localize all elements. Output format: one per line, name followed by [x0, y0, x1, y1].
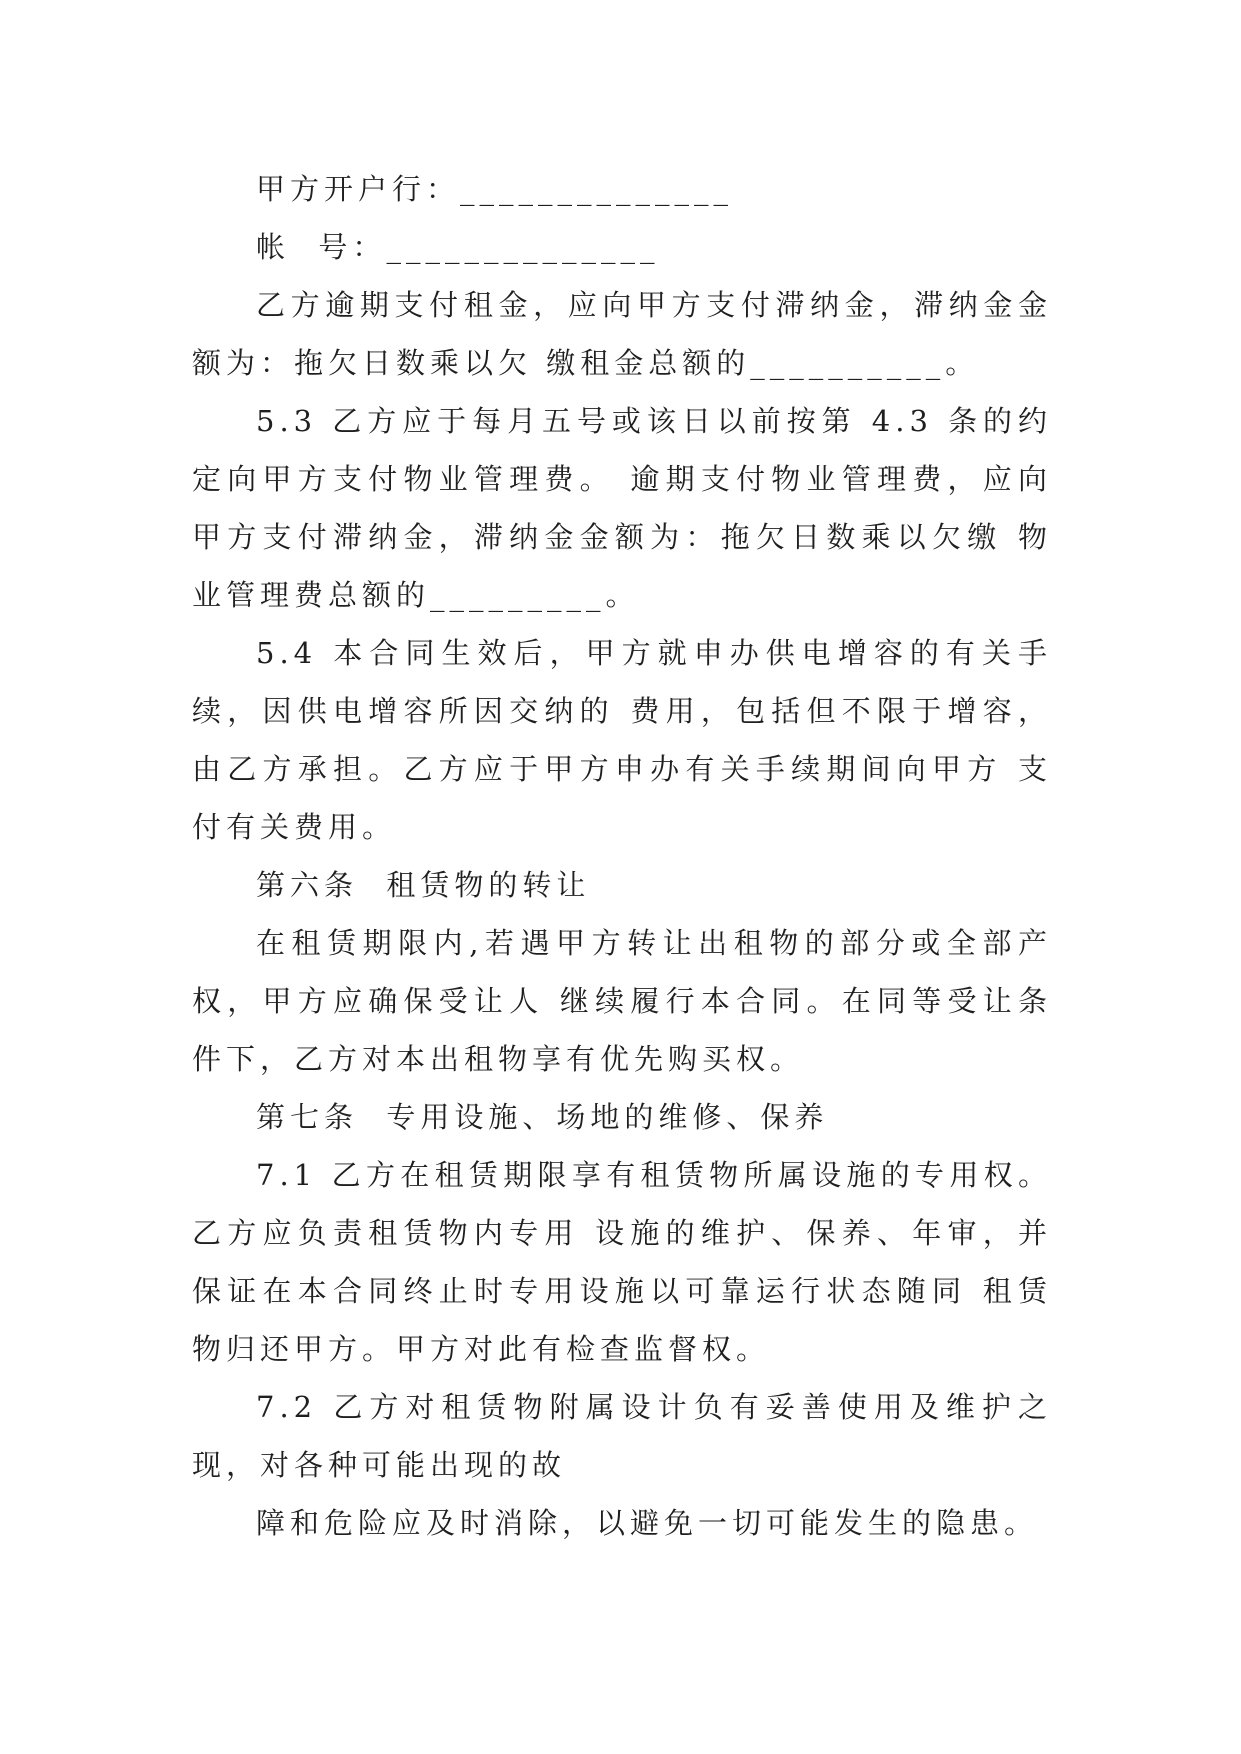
late-rent-paragraph: [192, 276, 1052, 392]
account-blank: ______________: [386, 230, 660, 264]
clause-5-3-text: 5.3 乙方应于每月五号或该日以前按第 4.3 条的约定向甲方支付物业管理费。 逾期支付物业管理费，应向甲方支付滞纳金，滞纳金金额为：拖欠日数乘以欠缴 物业管理费总额的: [192, 404, 1052, 612]
clause-5-3: [192, 392, 1052, 624]
late-rent-end: 。: [945, 346, 980, 380]
article-6-title: 第六条 租赁物的转让: [256, 868, 591, 902]
clause-5-3-end: 。: [605, 578, 640, 612]
article-6-body: 在租赁期限内,若遇甲方转让出租物的部分或全部产权，甲方应确保受让人 继续履行本合同。在同等受让条件下，乙方对本出租物享有优先购买权。: [192, 926, 1052, 1076]
late-rent-blank: __________: [750, 346, 946, 380]
clause-5-3-blank: _________: [430, 578, 606, 612]
clause-7-2: 7.2 乙方对租赁物附属设计负有妥善使用及维护之现，对各种可能出现的故: [192, 1390, 1052, 1482]
clause-7-2-continued: 障和危险应及时消除，以避免一切可能发生的隐患。: [256, 1506, 1039, 1540]
bank-label: 甲方开户行：: [256, 172, 461, 206]
article-7-title: 第七条 专用设施、场地的维修、保养: [256, 1100, 829, 1134]
clause-7-1: 7.1 乙方在租赁期限享有租赁物所属设施的专用权。乙方应负责租赁物内专用 设施的维护、保养、年审，并保证在本合同终止时专用设施以可靠运行状态随同 租赁物归还甲方。甲方对此有检查监督权。: [192, 1158, 1052, 1366]
account-line: [192, 218, 1052, 276]
late-rent-text: 乙方逾期支付租金，应向甲方支付滞纳金，滞纳金金额为：拖欠日数乘以欠 缴租金总额的: [192, 288, 1052, 380]
account-label: 帐 号：: [256, 230, 387, 264]
clause-5-4: 5.4 本合同生效后，甲方就申办供电增容的有关手续，因供电增容所因交纳的 费用，包括但不限于增容，由乙方承担。乙方应于甲方申办有关手续期间向甲方 支付有关费用。: [192, 636, 1052, 844]
document-body: [192, 160, 1052, 1552]
bank-blank: ______________: [460, 172, 734, 206]
bank-line: [192, 160, 1052, 218]
